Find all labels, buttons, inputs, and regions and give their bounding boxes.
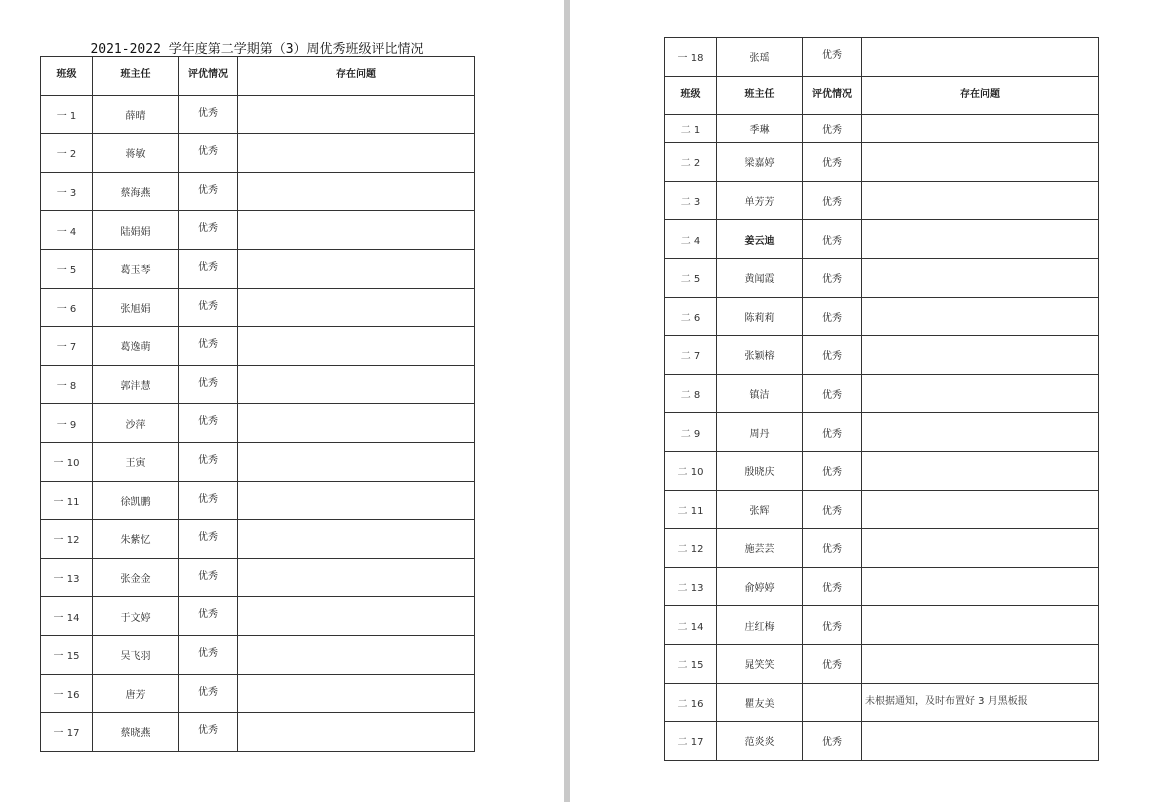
header-class: 班级 [665, 76, 717, 115]
table-row [41, 249, 475, 288]
issue-cell [862, 606, 1099, 645]
rating-cell: 优秀 [179, 442, 238, 481]
rating-cell: 优秀 [179, 249, 238, 288]
rating-cell: 优秀 [179, 713, 238, 752]
issue-cell [238, 520, 475, 559]
teacher-cell: 于文婷 [93, 597, 179, 636]
header-teacher: 班主任 [717, 76, 803, 115]
issue-cell [862, 567, 1099, 606]
rating-cell: 优秀 [803, 567, 862, 606]
table-row [665, 567, 1099, 606]
rating-cell: 优秀 [179, 674, 238, 713]
header-teacher: 班主任 [93, 57, 179, 96]
issue-cell [238, 442, 475, 481]
teacher-cell: 瞿友美 [717, 683, 803, 722]
issue-cell [238, 597, 475, 636]
class-cell: 二 12 [665, 529, 717, 568]
rating-cell: 优秀 [803, 336, 862, 375]
teacher-cell: 朱紫忆 [93, 520, 179, 559]
teacher-cell: 张颖榕 [717, 336, 803, 375]
class-cell: 二 9 [665, 413, 717, 452]
issue-cell [862, 644, 1099, 683]
class-cell: 二 4 [665, 220, 717, 259]
header-rating: 评优情况 [179, 57, 238, 96]
table-row [665, 722, 1099, 761]
table-row [665, 644, 1099, 683]
table-row [41, 404, 475, 443]
teacher-cell: 姜云迪 [717, 220, 803, 259]
class-cell: 二 16 [665, 683, 717, 722]
table-header-row [665, 76, 1099, 115]
page-divider [564, 0, 570, 802]
rating-cell: 优秀 [803, 258, 862, 297]
class-cell: 一 18 [665, 38, 717, 77]
header-issue: 存在问题 [238, 57, 475, 96]
rating-cell: 优秀 [179, 211, 238, 250]
teacher-cell: 葛玉琴 [93, 249, 179, 288]
table-row [41, 172, 475, 211]
rating-cell: 优秀 [803, 644, 862, 683]
class-cell: 一 2 [41, 134, 93, 173]
teacher-cell: 陈莉莉 [717, 297, 803, 336]
issue-cell [238, 404, 475, 443]
class-cell: 二 10 [665, 451, 717, 490]
rating-cell: 优秀 [179, 597, 238, 636]
teacher-cell: 王寅 [93, 442, 179, 481]
rating-cell: 优秀 [803, 606, 862, 645]
table-row [41, 635, 475, 674]
class-cell: 一 8 [41, 365, 93, 404]
table-row [665, 297, 1099, 336]
rating-cell: 优秀 [179, 288, 238, 327]
table-row [41, 520, 475, 559]
class-cell: 二 8 [665, 374, 717, 413]
table-row [41, 597, 475, 636]
issue-cell [238, 635, 475, 674]
teacher-cell: 蒋敏 [93, 134, 179, 173]
issue-cell [238, 288, 475, 327]
teacher-cell: 陆娟娟 [93, 211, 179, 250]
class-cell: 二 17 [665, 722, 717, 761]
header-issue: 存在问题 [862, 76, 1099, 115]
teacher-cell: 季琳 [717, 115, 803, 143]
table-row [665, 374, 1099, 413]
teacher-cell: 范炎炎 [717, 722, 803, 761]
rating-cell: 优秀 [803, 38, 862, 77]
issue-cell [862, 258, 1099, 297]
issue-cell [238, 134, 475, 173]
class-cell: 二 5 [665, 258, 717, 297]
class-cell: 二 1 [665, 115, 717, 143]
rating-cell: 优秀 [179, 172, 238, 211]
rating-cell: 优秀 [179, 520, 238, 559]
table-row [665, 606, 1099, 645]
table-row [41, 481, 475, 520]
teacher-cell: 黄闻霞 [717, 258, 803, 297]
class-cell: 一 3 [41, 172, 93, 211]
evaluation-table-right [664, 37, 1099, 761]
teacher-cell: 施芸芸 [717, 529, 803, 568]
table-row [665, 683, 1099, 722]
table-row [41, 558, 475, 597]
rating-cell: 优秀 [179, 365, 238, 404]
class-cell: 二 7 [665, 336, 717, 375]
class-cell: 一 1 [41, 95, 93, 134]
class-cell: 二 2 [665, 143, 717, 182]
teacher-cell: 庄红梅 [717, 606, 803, 645]
class-cell: 一 14 [41, 597, 93, 636]
issue-cell [238, 558, 475, 597]
teacher-cell: 沙萍 [93, 404, 179, 443]
rating-cell: 优秀 [179, 327, 238, 366]
rating-cell: 优秀 [179, 558, 238, 597]
teacher-cell: 张辉 [717, 490, 803, 529]
rating-cell [803, 683, 862, 722]
rating-cell: 优秀 [179, 481, 238, 520]
teacher-cell: 葛逸萌 [93, 327, 179, 366]
table-row [665, 529, 1099, 568]
teacher-cell: 镇洁 [717, 374, 803, 413]
table-row [665, 258, 1099, 297]
issue-cell [862, 529, 1099, 568]
header-rating: 评优情况 [803, 76, 862, 115]
class-cell: 一 10 [41, 442, 93, 481]
evaluation-table-left [40, 56, 475, 752]
table-row [41, 327, 475, 366]
table-row [41, 365, 475, 404]
table-row [665, 38, 1099, 77]
issue-cell [862, 115, 1099, 143]
teacher-cell: 张旭娟 [93, 288, 179, 327]
teacher-cell: 蔡海燕 [93, 172, 179, 211]
class-cell: 一 17 [41, 713, 93, 752]
rating-cell: 优秀 [803, 490, 862, 529]
issue-cell [862, 722, 1099, 761]
teacher-cell: 周丹 [717, 413, 803, 452]
rating-cell: 优秀 [803, 374, 862, 413]
table-row [41, 288, 475, 327]
class-cell: 二 15 [665, 644, 717, 683]
rating-cell: 优秀 [179, 635, 238, 674]
rating-cell: 优秀 [803, 451, 862, 490]
class-cell: 一 6 [41, 288, 93, 327]
issue-cell [238, 713, 475, 752]
teacher-cell: 蔡晓燕 [93, 713, 179, 752]
issue-cell [862, 220, 1099, 259]
class-cell: 一 15 [41, 635, 93, 674]
table-row [665, 181, 1099, 220]
issue-cell [862, 38, 1099, 77]
rating-cell: 优秀 [803, 220, 862, 259]
table-header-row [41, 57, 475, 96]
issue-cell [862, 490, 1099, 529]
class-cell: 二 6 [665, 297, 717, 336]
issue-cell [238, 95, 475, 134]
page-title: 2021-2022 学年度第二学期第（3）周优秀班级评比情况 [90, 42, 424, 57]
table-row [665, 143, 1099, 182]
rating-cell: 优秀 [179, 134, 238, 173]
teacher-cell: 晁笑笑 [717, 644, 803, 683]
class-cell: 一 12 [41, 520, 93, 559]
rating-cell: 优秀 [803, 143, 862, 182]
rating-cell: 优秀 [179, 95, 238, 134]
teacher-cell: 郭沣慧 [93, 365, 179, 404]
rating-cell: 优秀 [803, 413, 862, 452]
class-cell: 一 9 [41, 404, 93, 443]
teacher-cell: 徐凯鹏 [93, 481, 179, 520]
rating-cell: 优秀 [803, 722, 862, 761]
teacher-cell: 单芳芳 [717, 181, 803, 220]
class-cell: 一 5 [41, 249, 93, 288]
issue-cell [238, 365, 475, 404]
issue-cell [238, 249, 475, 288]
teacher-cell: 张金金 [93, 558, 179, 597]
issue-cell [862, 451, 1099, 490]
table-row [41, 674, 475, 713]
issue-cell [862, 374, 1099, 413]
class-cell: 一 13 [41, 558, 93, 597]
rating-cell: 优秀 [803, 297, 862, 336]
class-cell: 一 16 [41, 674, 93, 713]
rating-cell: 优秀 [179, 404, 238, 443]
issue-cell [238, 327, 475, 366]
issue-cell [238, 481, 475, 520]
table-row [41, 713, 475, 752]
teacher-cell: 殷晓庆 [717, 451, 803, 490]
header-class: 班级 [41, 57, 93, 96]
class-cell: 一 11 [41, 481, 93, 520]
table-row [665, 220, 1099, 259]
teacher-cell: 吴飞羽 [93, 635, 179, 674]
table-row [665, 336, 1099, 375]
rating-cell: 优秀 [803, 115, 862, 143]
class-cell: 二 14 [665, 606, 717, 645]
class-cell: 二 13 [665, 567, 717, 606]
issue-cell [238, 172, 475, 211]
rating-cell: 优秀 [803, 529, 862, 568]
issue-cell [862, 297, 1099, 336]
table-row [665, 413, 1099, 452]
class-cell: 二 3 [665, 181, 717, 220]
table-row [41, 211, 475, 250]
table-row [665, 115, 1099, 143]
table-row [41, 442, 475, 481]
issue-cell [238, 674, 475, 713]
teacher-cell: 俞婷婷 [717, 567, 803, 606]
teacher-cell: 唐芳 [93, 674, 179, 713]
class-cell: 一 4 [41, 211, 93, 250]
teacher-cell: 梁嘉婷 [717, 143, 803, 182]
table-row [41, 134, 475, 173]
issue-cell [862, 413, 1099, 452]
rating-cell: 优秀 [803, 181, 862, 220]
issue-cell [862, 181, 1099, 220]
table-row [41, 95, 475, 134]
teacher-cell: 薛晴 [93, 95, 179, 134]
table-row [665, 451, 1099, 490]
issue-cell [862, 336, 1099, 375]
teacher-cell: 张瑶 [717, 38, 803, 77]
issue-cell [862, 143, 1099, 182]
class-cell: 二 11 [665, 490, 717, 529]
issue-cell: 未根据通知，及时布置好 3 月黑板报 [862, 683, 1099, 722]
class-cell: 一 7 [41, 327, 93, 366]
issue-cell [238, 211, 475, 250]
table-row [665, 490, 1099, 529]
